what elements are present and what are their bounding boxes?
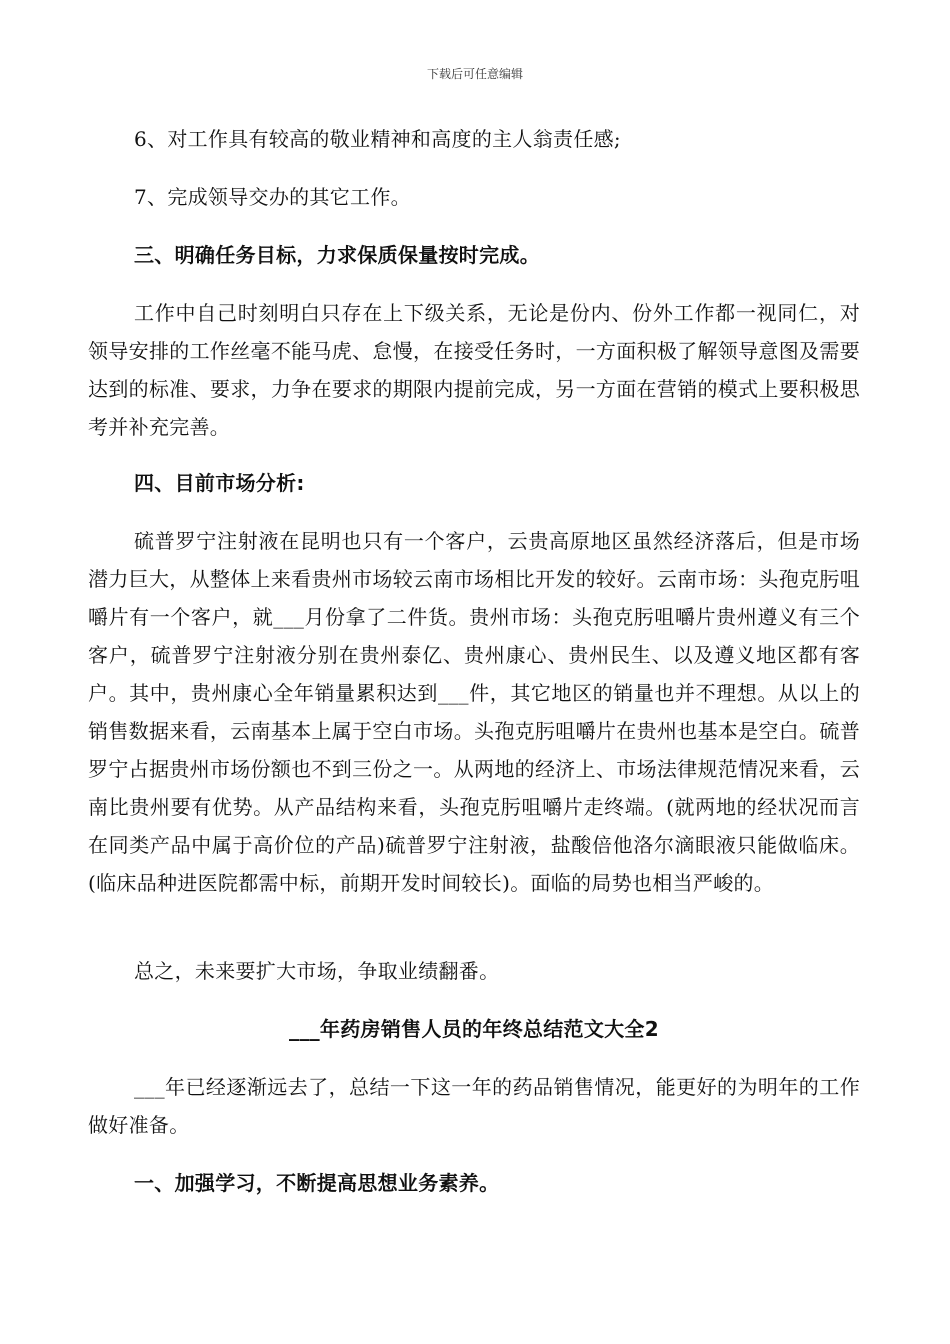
section-heading-1: 一、加强学习，不断提高思想业务素养。: [134, 1171, 500, 1195]
section-heading-4: 四、目前市场分析:: [134, 471, 305, 495]
paragraph-market-analysis: 硫普罗宁注射液在昆明也只有一个客户，云贵高原地区虽然经济落后，但是市场潜力巨大，从整体上来看贵州市场较云南市场相比开发的较好。云南市场：头孢克肟咀嚼片有一个客户，就___月份拿了二件货。贵州市场：头孢克肟咀嚼片贵州遵义有三个客户，硫普罗宁注射液分别在贵州泰亿、贵州康心、贵州民生、以及遵义地区都有客户。其中，贵州康心全年销量累积达到___件，其它地区的销量也并不理想。从以上的销售数据来看，云南基本上属于空白市场。头孢克肟咀嚼片在贵州也基本是空白。硫普罗宁占据贵州市场份额也不到三份之一。从两地的经济上、市场法律规范情况来看，云南比贵州要有优势。从产品结构来看，头孢克肟咀嚼片走终端。(就两地的经状况而言在同类产品中属于高价位的产品)硫普罗宁注射液，盐酸倍他洛尔滴眼液只能做临床。(临床品种进医院都需中标，前期开发时间较长)。面临的局势也相当严峻的。: [88, 529, 860, 895]
paragraph-item-6: 6、对工作具有较高的敬业精神和高度的主人翁责任感;: [134, 127, 621, 151]
paragraph-item-7: 7、完成领导交办的其它工作。: [134, 185, 411, 209]
paragraph-summary: 总之，未来要扩大市场，争取业绩翻番。: [134, 959, 500, 983]
paragraph-intro-2: ___年已经逐渐远去了，总结一下这一年的药品销售情况，能更好的为明年的工作做好准备。: [88, 1075, 860, 1137]
section-heading-3: 三、明确任务目标，力求保质保量按时完成。: [134, 243, 540, 267]
article-title-2: ___年药房销售人员的年终总结范文大全2: [289, 1017, 659, 1041]
paragraph-task-goals: 工作中自己时刻明白只存在上下级关系，无论是份内、份外工作都一视同仁，对领导安排的工作丝毫不能马虎、怠慢，在接受任务时，一方面积极了解领导意图及需要达到的标准、要求，力争在要求的期限内提前完成，另一方面在营销的模式上要积极思考并补充完善。: [88, 301, 860, 439]
page-header: 下载后可任意编辑: [426, 67, 523, 81]
